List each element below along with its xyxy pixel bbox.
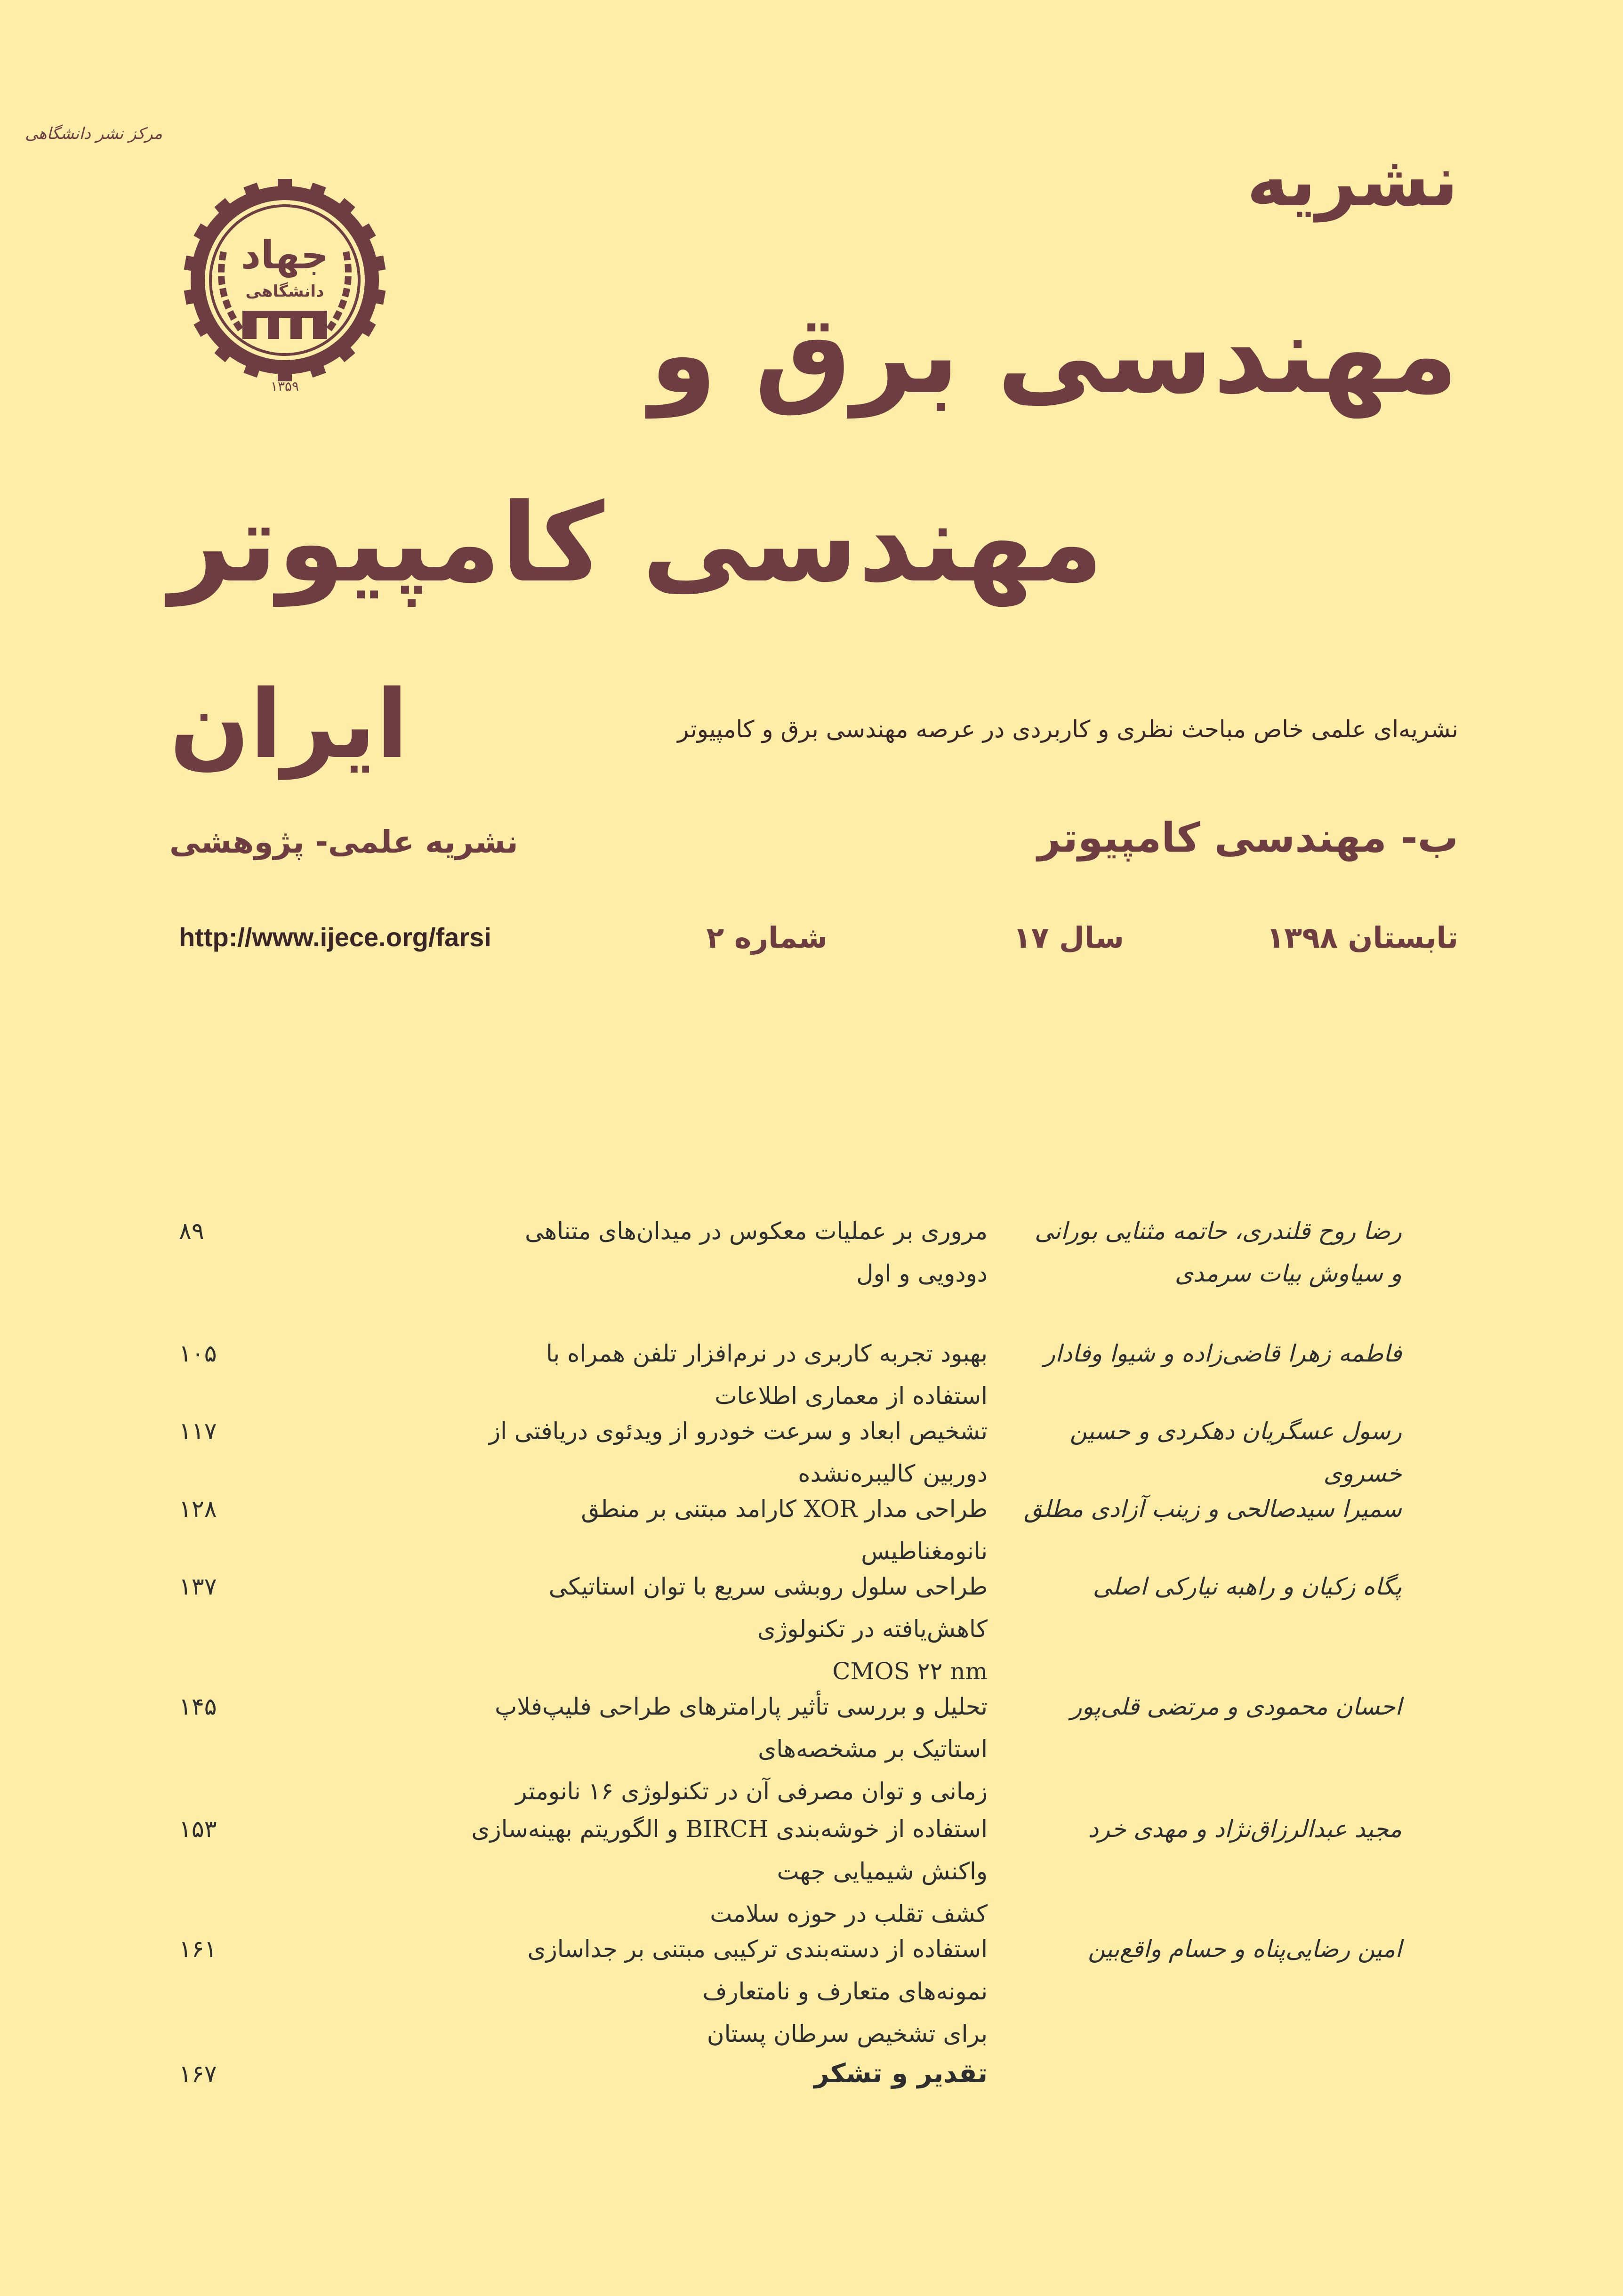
journal-url[interactable]: http://www.ijece.org/farsi bbox=[179, 922, 491, 952]
logo-year: ۱۳۵۹ bbox=[270, 379, 299, 394]
toc-authors bbox=[1016, 1808, 1402, 1850]
toc-title-line: تحلیل و بررسی تأثیر پارامترهای طراحی فلیپ‌فلاپ استاتیک بر مشخصه‌های bbox=[495, 1693, 988, 1763]
toc-title bbox=[470, 1488, 988, 1572]
toc-title-line: CMOS ۲۲ nm bbox=[832, 1658, 988, 1685]
toc-page-number: ۱۶۱ bbox=[179, 1935, 217, 1963]
toc-title-line: استفاده از دسته‌بندی ترکیبی مبتنی بر جداسازی نمونه‌های متعارف و نامتعارف bbox=[527, 1935, 988, 2005]
journal-year: سال ۱۷ bbox=[1013, 920, 1124, 955]
journal-subtitle: نشریه‌ای علمی خاص مباحث نظری و کاربردی در عرصه مهندسی برق و کامپیوتر bbox=[677, 716, 1458, 743]
toc-title-line: تقدیر و تشکر bbox=[814, 2058, 988, 2089]
logo-sub-text: دانشگاهی bbox=[245, 282, 324, 301]
toc-title-line: بهبود تجربه کاربری در نرم‌افزار تلفن همراه با استفاده از معماری اطلاعات bbox=[546, 1340, 988, 1410]
toc-authors bbox=[1016, 1928, 1402, 1970]
toc-page-number: ۱۲۸ bbox=[179, 1495, 217, 1523]
toc-title-line: تشخیص ابعاد و سرعت خودرو از ویدئوی دریافتی از دوربین کالیبره‌نشده bbox=[489, 1418, 988, 1487]
toc-author-line: پگاه زکیان و راهبه نیارکی اصلی bbox=[1093, 1573, 1402, 1600]
toc-title bbox=[470, 1332, 988, 1417]
toc-title-line: برای تشخیص سرطان پستان bbox=[707, 2020, 988, 2047]
journal-title-line1: مهندسی برق و bbox=[649, 292, 1458, 418]
journal-title-line2: مهندسی کامپیوتر bbox=[169, 481, 1103, 606]
toc-author-line: مجید عبدالرزاق‌نژاد و مهدی خرد bbox=[1088, 1815, 1402, 1843]
toc-title bbox=[470, 1210, 988, 1295]
toc-title bbox=[470, 1808, 988, 1935]
toc-authors bbox=[1016, 1410, 1402, 1495]
toc-author-line: رسول عسگریان دهکردی و حسین خسروی bbox=[1069, 1418, 1402, 1487]
toc-authors bbox=[1016, 1332, 1402, 1375]
toc-title-line: مروری بر عملیات معکوس در میدان‌های متناهی دودویی و اول bbox=[525, 1217, 988, 1287]
toc-title-line: طراحی سلول روبشی سریع با توان استاتیکی کاهش‌یافته در تکنولوژی bbox=[548, 1573, 988, 1643]
toc-page-number: ۱۵۳ bbox=[179, 1815, 217, 1843]
toc-title-line: زمانی و توان مصرفی آن در تکنولوژی ۱۶ نانومتر bbox=[515, 1778, 988, 1805]
toc-author-line: و سیاوش بیات سرمدی bbox=[1174, 1260, 1402, 1287]
toc-authors bbox=[1016, 1685, 1402, 1728]
toc-authors bbox=[1016, 1565, 1402, 1608]
journal-issue: شماره ۲ bbox=[706, 920, 828, 955]
toc-author-line: احسان محمودی و مرتضی قلی‌پور bbox=[1070, 1693, 1402, 1720]
journal-prefix: نشریه bbox=[1246, 140, 1458, 222]
toc-page-number: ۱۶۷ bbox=[179, 2060, 217, 2087]
toc-page-number: ۱۱۷ bbox=[179, 1418, 217, 1445]
journal-season: تابستان ۱۳۹۸ bbox=[1266, 920, 1458, 955]
toc-page-number: ۱۳۷ bbox=[179, 1573, 217, 1600]
toc-author-line: سمیرا سیدصالحی و زینب آزادی مطلق bbox=[1024, 1495, 1402, 1523]
toc-page-number: ۸۹ bbox=[179, 1217, 204, 1245]
logo-main-text: جهاد bbox=[241, 233, 329, 278]
journal-kind: نشریه علمی- پژوهشی bbox=[169, 824, 518, 860]
toc-title bbox=[470, 1928, 988, 2055]
toc-title-line: طراحی مدار XOR کارامد مبتنی بر منطق نانومغناطیس bbox=[581, 1495, 988, 1565]
toc-title-line: کشف تقلب در حوزه سلامت bbox=[710, 1900, 988, 1927]
toc-author-line: امین رضایی‌پناه و حسام واقع‌بین bbox=[1088, 1935, 1402, 1963]
toc-page-number: ۱۰۵ bbox=[179, 1340, 217, 1367]
jahad-daneshgahi-logo bbox=[25, 124, 407, 403]
toc-title bbox=[470, 1565, 988, 1692]
toc-title bbox=[470, 2053, 988, 2095]
journal-title-line3: ایران bbox=[169, 670, 409, 780]
toc-page-number: ۱۴۵ bbox=[179, 1693, 217, 1720]
toc-title bbox=[470, 1410, 988, 1495]
toc-title bbox=[470, 1685, 988, 1813]
logo-top-text: مرکز نشر دانشگاهی bbox=[25, 124, 162, 143]
toc-author-line: فاطمه زهرا قاضی‌زاده و شیوا وفادار bbox=[1044, 1340, 1402, 1367]
toc-author-line: رضا روح قلندری، حاتمه مثنایی بورانی bbox=[1034, 1217, 1402, 1245]
toc-authors bbox=[1016, 1210, 1402, 1295]
toc-title-line: استفاده از خوشه‌بندی BIRCH و الگوریتم بهینه‌سازی واکنش شیمیایی جهت bbox=[471, 1815, 988, 1885]
toc-authors bbox=[1016, 1488, 1402, 1530]
journal-section: ب- مهندسی کامپیوتر bbox=[1037, 814, 1458, 862]
